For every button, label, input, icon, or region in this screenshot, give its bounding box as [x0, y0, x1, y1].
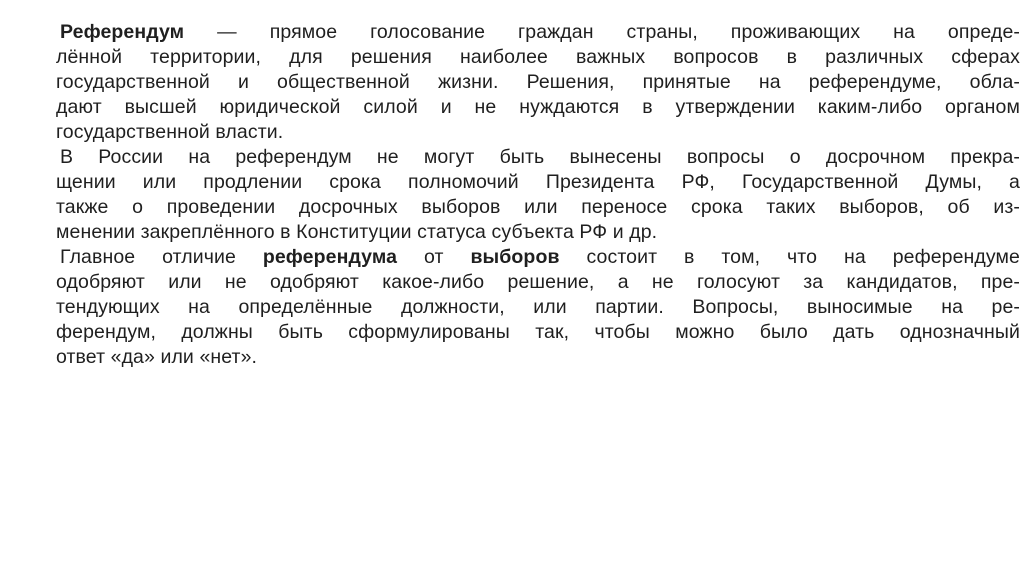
- term-referendum: Референдум: [60, 21, 185, 43]
- text-line: [56, 345, 1020, 370]
- text-run: щении или продлении срока полномочий Президента РФ, Государственной Думы, а: [56, 171, 1020, 193]
- text-run: государственной власти.: [56, 121, 284, 143]
- text-run: дают высшей юридической силой и не нуждаются в утверждении каким-либо органом: [56, 96, 1020, 118]
- text-run: Главное отличие: [60, 246, 263, 268]
- term-referendum-genitive: референдума: [262, 246, 398, 268]
- text-line: [56, 195, 1020, 220]
- text-line: [60, 145, 1020, 170]
- text-line: [60, 20, 1020, 45]
- text-run: — прямое голосование граждан страны, проживающих на опреде-: [184, 21, 1020, 43]
- text-line: [56, 95, 1020, 120]
- text-line: [60, 245, 1020, 270]
- text-line: [56, 220, 1020, 245]
- text-line: [56, 320, 1020, 345]
- text-run: состоит в том, что на референдуме: [559, 246, 1020, 268]
- term-elections: выборов: [470, 246, 560, 268]
- text-line: [56, 170, 1020, 195]
- text-run: лённой территории, для решения наиболее важных вопросов в различных сферах: [56, 46, 1020, 68]
- article-text: [58, 20, 1020, 370]
- text-run: ферендум, должны быть сформулированы так, чтобы можно было дать однозначный: [56, 321, 1020, 343]
- text-run: В России на референдум не могут быть вынесены вопросы о досрочном прекра-: [60, 146, 1020, 168]
- paragraph-definition: [58, 20, 1020, 145]
- text-run: ответ «да» или «нет».: [56, 346, 258, 368]
- text-line: [56, 270, 1020, 295]
- text-line: [56, 70, 1020, 95]
- paragraph-difference: [58, 245, 1020, 370]
- paragraph-restrictions: [58, 145, 1020, 245]
- text-line: [56, 45, 1020, 70]
- text-line: [56, 120, 1020, 145]
- text-run: также о проведении досрочных выборов или переносе срока таких выборов, об из-: [56, 196, 1020, 218]
- text-run: от: [397, 246, 471, 268]
- text-run: государственной и общественной жизни. Решения, принятые на референдуме, обла-: [56, 71, 1020, 93]
- text-run: тендующих на определённые должности, или партии. Вопросы, выносимые на ре-: [56, 296, 1020, 318]
- text-line: [56, 295, 1020, 320]
- text-run: менении закреплённого в Конституции статуса субъекта РФ и др.: [56, 221, 658, 243]
- text-run: одобряют или не одобряют какое-либо решение, а не голосуют за кандидатов, пре-: [56, 271, 1020, 293]
